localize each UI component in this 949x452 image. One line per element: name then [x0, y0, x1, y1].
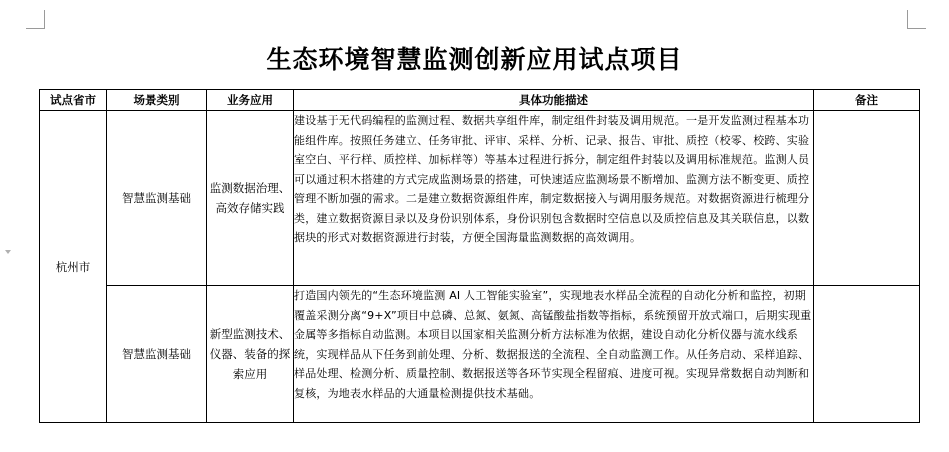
header-remark: 备注 [814, 90, 920, 111]
table-header-row [40, 90, 920, 111]
description-cell: 打造国内领先的“生态环境监测 AI 人工智能实验室”，实现地表水样品全流程的自动化分析和监控，初期覆盖采测分离“9+X”项目中总磷、总氮、氨氮、高锰酸盐指数等指标，系统预留开放式端口，后期实现重金属等多指标自动监测。本项目以国家相关监测分析方法标准为依据，建设自动化分析仪器与流水线系统，实现样品从下任务到前处理、分析、数据报送的全流程、全自动监测工作。从任务启动、采样追踪、样品处理、检测分析、质量控制、数据报送等各环节实现全程留痕、进度可视。实现异常数据自动判断和复核，为地表水样品的大通量检测提供技术基础。 [294, 286, 814, 423]
remark-cell [814, 286, 920, 423]
pilot-projects-table [39, 89, 920, 423]
application-cell: 新型监测技术、仪器、装备的探索应用 [207, 286, 294, 423]
remark-cell [814, 111, 920, 286]
city-cell: 杭州市 [40, 111, 107, 423]
header-application: 业务应用 [207, 90, 294, 111]
document-title: 生态环境智慧监测创新应用试点项目 [266, 45, 683, 74]
header-city: 试点省市 [40, 90, 107, 111]
margin-marker-icon [5, 250, 11, 254]
description-cell: 建设基于无代码编程的监测过程、数据共享组件库，制定组件封装及调用规范。一是开发监测过程基本功能组件库。按照任务建立、任务审批、评审、采样、分析、记录、报告、审批、质控（校零、校跨、实验室空白、平行样、质控样、加标样等）等基本过程进行拆分，制定组件封装以及调用标准规范。监测人员可以通过积木搭建的方式完成监测场景的搭建，可快速适应监测场景不断增加、监测方法不断变更、质控管理不断加强的需求。二是建立数据资源组件库，制定数据接入与调用服务规范。对数据资源进行梳理分类，建立数据资源目录以及身份识别体系，身份识别包含数据时空信息以及质控信息及其关联信息，以数据块的形式对数据资源进行封装，方便全国海量监测数据的高效调用。 [294, 111, 814, 286]
page-corner-mark-top-right [907, 10, 926, 29]
category-cell: 智慧监测基础 [107, 111, 207, 286]
application-cell: 监测数据治理、高效存储实践 [207, 111, 294, 286]
header-description: 具体功能描述 [294, 90, 814, 111]
category-cell: 智慧监测基础 [107, 286, 207, 423]
page-corner-mark-top-left [26, 10, 45, 29]
table-row [40, 111, 920, 286]
header-category: 场景类别 [107, 90, 207, 111]
table-row [40, 286, 920, 423]
